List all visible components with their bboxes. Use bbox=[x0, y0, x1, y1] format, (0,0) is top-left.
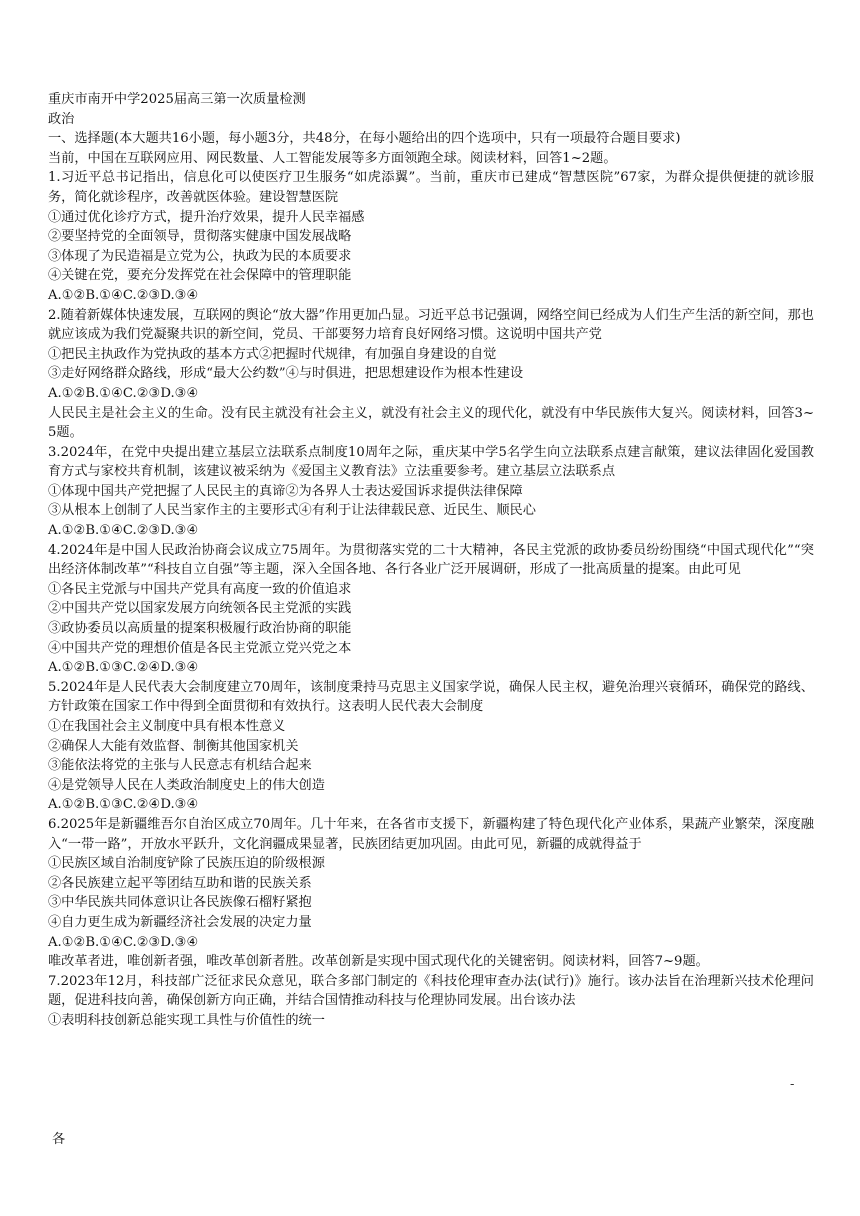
q3-options-3-4: ③从根本上创制了人民当家作主的主要形式④有利于让法律载民意、近民生、顺民心 bbox=[48, 503, 536, 519]
q4-answers: A.①②B.①③C.②④D.③④ bbox=[48, 660, 199, 676]
q6-option-4: ④自力更生成为新疆经济社会发展的决定力量 bbox=[48, 914, 312, 930]
q3-options-1-2: ①体现中国共产党把握了人民民主的真谛②为各界人士表达爱国诉求提供法律保障 bbox=[48, 483, 523, 499]
passage-1: 当前，中国在互联网应用、网民数量、人工智能发展等多方面领跑全球。阅读材料，回答1~2题。 bbox=[48, 150, 617, 166]
q2-options-1-2: ①把民主执政作为党执政的基本方式②把握时代规律，有加强自身建设的自觉 bbox=[48, 346, 497, 362]
q7-stem: 7.2023年12月，科技部广泛征求民众意见，联合多部门制定的《科技伦理审查办法(试行)》施行。该办法旨在治理新兴技术伦理问题，促进科技向善，确保创新方向正确，并结合国情推动科技与伦理协同发展。出台该办法 bbox=[48, 973, 814, 1009]
q1-option-1: ①通过优化诊疗方式，提升治疗效果，提升人民幸福感 bbox=[48, 209, 365, 225]
exam-page bbox=[48, 90, 814, 1031]
exam-title: 重庆市南开中学2025届高三第一次质量检测 bbox=[48, 92, 306, 107]
margin-mark: - bbox=[790, 1077, 795, 1092]
q5-stem: 5.2024年是人民代表大会制度建立70周年，该制度秉持马克思主义国家学说，确保人民主权，避免治理兴衰循环，确保党的路线、方针政策在国家工作中得到全面贯彻和有效执行。这表明人民代表大会制度 bbox=[48, 679, 814, 715]
q2-stem: 2.随着新媒体快速发展，互联网的舆论“放大器”作用更加凸显。习近平总书记强调，网络空间已经成为人们生产生活的新空间，那也就应该成为我们党凝聚共识的新空间，党员、干部要努力培育良好网络习惯。这说明中国共产党 bbox=[48, 307, 814, 343]
q7-option-1: ①表明科技创新总能实现工具性与价值性的统一 bbox=[48, 1012, 325, 1028]
passage-3: 唯改革者进，唯创新者强，唯改革创新者胜。改革创新是实现中国式现代化的关键密钥。阅读材料，回答7~9题。 bbox=[48, 954, 709, 970]
q2-answers: A.①②B.①④C.②③D.③④ bbox=[48, 385, 199, 401]
q5-answers: A.①②B.①③C.②④D.③④ bbox=[48, 797, 199, 813]
q3-answers: A.①②B.①④C.②③D.③④ bbox=[48, 523, 199, 539]
footer-character: 各 bbox=[52, 1132, 66, 1147]
q6-option-1: ①民族区域自治制度铲除了民族压迫的阶级根源 bbox=[48, 856, 325, 872]
q4-option-4: ④中国共产党的理想价值是各民主党派立党兴党之本 bbox=[48, 640, 352, 656]
passage-2: 人民民主是社会主义的生命。没有民主就没有社会主义，就没有社会主义的现代化，就没有中华民族伟大复兴。阅读材料，回答3~5题。 bbox=[48, 405, 814, 441]
q6-stem: 6.2025年是新疆维吾尔自治区成立70周年。几十年来，在各省市支援下，新疆构建了特色现代化产业体系，果蔬产业繁荣，深度融入“一带一路”，开放水平跃升，文化润疆成果显著，民族团结更加巩固。由此可见，新疆的成就得益于 bbox=[48, 816, 814, 852]
q4-option-1: ①各民主党派与中国共产党具有高度一致的价值追求 bbox=[48, 581, 352, 597]
q6-option-2: ②各民族建立起平等团结互助和谐的民族关系 bbox=[48, 875, 312, 891]
q1-option-3: ③体现了为民造福是立党为公，执政为民的本质要求 bbox=[48, 248, 352, 264]
q1-option-2: ②要坚持党的全面领导，贯彻落实健康中国发展战略 bbox=[48, 229, 352, 245]
q4-option-2: ②中国共产党以国家发展方向统领各民主党派的实践 bbox=[48, 601, 352, 617]
q3-stem: 3.2024年，在党中央提出建立基层立法联系点制度10周年之际，重庆某中学5名学生向立法联系点建言献策，建议法律固化爱国教育方式与家校共育机制，该建议被采纳为《爱国主义教育法》立法重要参考。建立基层立法联系点 bbox=[48, 444, 814, 480]
q5-option-1: ①在我国社会主义制度中具有根本性意义 bbox=[48, 719, 286, 734]
q4-stem: 4.2024年是中国人民政治协商会议成立75周年。为贯彻落实党的二十大精神，各民主党派的政协委员纷纷围绕“中国式现代化”“突出经济体制改革”“科技自立自强”等主题，深入全国各地、各行各业广泛开展调研，形成了一批高质量的提案。由此可见 bbox=[48, 542, 814, 578]
q1-option-4: ④关键在党，要充分发挥党在社会保障中的管理职能 bbox=[48, 268, 352, 284]
exam-subject: 政治 bbox=[48, 111, 75, 127]
q5-option-3: ③能依法将党的主张与人民意志有机结合起来 bbox=[48, 758, 312, 774]
q1-stem: 1.习近平总书记指出，信息化可以使医疗卫生服务“如虎添翼”。当前，重庆市已建成“智慧医院”67家，为群众提供便捷的就诊服务，简化就诊程序，改善就医体验。建设智慧医院 bbox=[48, 170, 814, 205]
q4-option-3: ③政协委员以高质量的提案积极履行政治协商的职能 bbox=[48, 621, 352, 637]
q6-option-3: ③中华民族共同体意识让各民族像石榴籽紧抱 bbox=[48, 895, 312, 911]
q5-option-2: ②确保人大能有效监督、制衡其他国家机关 bbox=[48, 738, 299, 754]
section-intro: 一、选择题(本大题共16小题，每小题3分，共48分，在每小题给出的四个选项中，只有一项最符合题目要求) bbox=[48, 131, 681, 147]
q6-answers: A.①②B.①④C.②③D.③④ bbox=[48, 934, 199, 950]
q2-options-3-4: ③走好网络群众路线，形成“最大公约数”④与时俱进，把思想建设作为根本性建设 bbox=[48, 366, 524, 382]
q1-answers: A.①②B.①④C.②③D.③④ bbox=[48, 287, 199, 303]
q5-option-4: ④是党领导人民在人类政治制度史上的伟大创造 bbox=[48, 777, 325, 793]
